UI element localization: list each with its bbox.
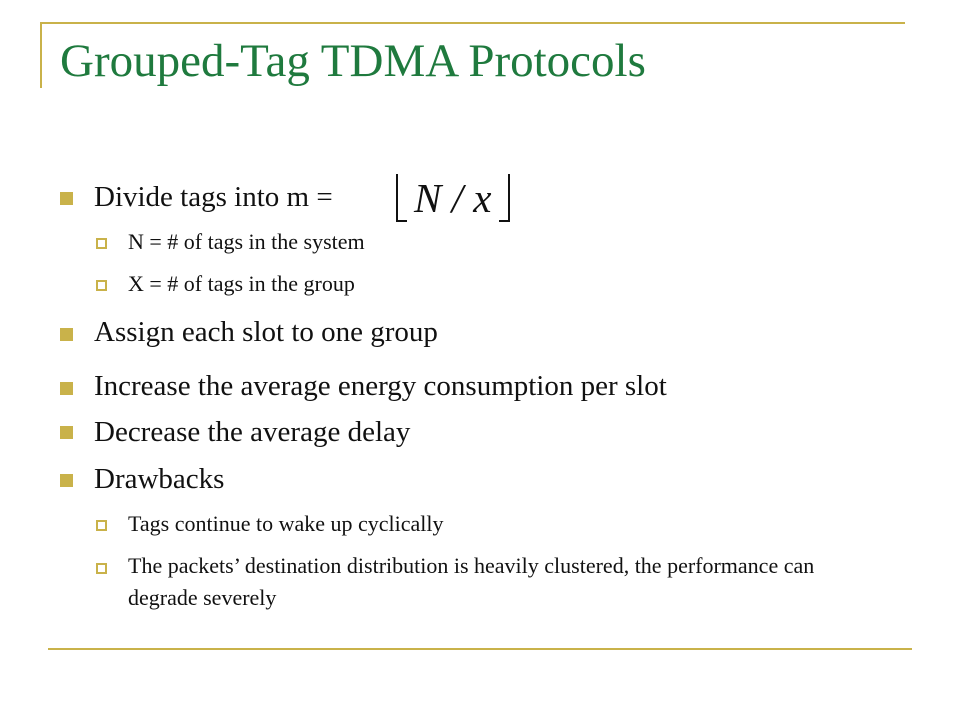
floor-bracket-left [396, 174, 398, 222]
bullet-hollow-square-icon [96, 238, 107, 249]
bullet-square-icon [60, 192, 73, 205]
slide-title: Grouped-Tag TDMA Protocols [60, 35, 646, 87]
bottom-rule [48, 648, 912, 650]
bullet-drawbacks: Drawbacks [94, 463, 225, 495]
bullet-square-icon [60, 474, 73, 487]
formula-text: N / x [414, 175, 492, 221]
bullet-decrease-delay: Decrease the average delay [94, 416, 411, 448]
sub-bullet-wake-up: Tags continue to wake up cyclically [128, 511, 444, 536]
left-rule [40, 22, 42, 88]
floor-bracket-right [508, 174, 510, 222]
bullet-increase-energy: Increase the average energy consumption per slot [94, 370, 667, 402]
bullet-square-icon [60, 426, 73, 439]
bullet-assign-slot: Assign each slot to one group [94, 316, 438, 348]
bullet-divide-tags: Divide tags into m = [94, 181, 333, 213]
bullet-hollow-square-icon [96, 520, 107, 531]
sub-bullet-clustered: The packets’ destination distribution is heavily clustered, the performance can degrade severely [128, 553, 815, 610]
bullet-hollow-square-icon [96, 280, 107, 291]
top-rule [40, 22, 905, 24]
bullet-square-icon [60, 328, 73, 341]
floor-bracket-left-foot [396, 220, 407, 222]
sub-bullet-n-tags: N = # of tags in the system [128, 229, 365, 254]
floor-bracket-right-foot [499, 220, 510, 222]
sub-bullet-x-tags: X = # of tags in the group [128, 271, 355, 296]
bullet-square-icon [60, 382, 73, 395]
bullet-hollow-square-icon [96, 563, 107, 574]
floor-formula [396, 174, 512, 226]
